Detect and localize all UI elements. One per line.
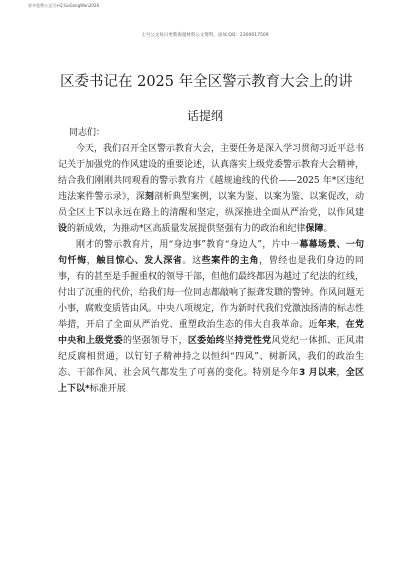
greeting: 同志们： (69, 128, 106, 138)
text-run: 的新成效，为推动*区高质量发展提供坚强有力的政治和纪律 (67, 224, 306, 234)
text-run: ，曾经也是我们身边的同事，有的甚至是手握重权的领导干部，但他们最终都因为越过了纪法的红线，付出了沉重的代价，给我们每一位同志都敲响了振聋发聩的警钟。作风问题无小事，腐败变质皆由风。中央八项规定，作为新时代我们党激浊扬清的标志性举措，开启了全面从严治党、重塑政治生态的伟大自我革命。近 (58, 256, 365, 330)
text-run: 以永远在路上的清醒和坚定，纵深推进全面从严治党，以作风建 (104, 208, 364, 218)
bold-run: 些案件的主角 (201, 256, 260, 266)
watermark-top: 更多免费公文可+Q:GuGongWen2026 (28, 3, 99, 8)
bold-run: 区委始终 (187, 336, 226, 346)
bold-run: 设 (58, 224, 68, 234)
document-body (58, 125, 364, 397)
bold-run: 全区上下以* (58, 368, 364, 394)
document-title: 区委书记在 2025 年全区警示教育大会上的讲 (60, 74, 353, 90)
paragraph-1 (58, 141, 364, 237)
bold-run: 幕幕场景、一句句忏悔 (58, 240, 364, 266)
text-run: 标准开展 (89, 384, 126, 394)
bold-run: 保障 (305, 224, 324, 234)
bold-run: 下 (95, 208, 105, 218)
text-run: 今天，我们召开全区警示教育大会，主要任务是深入学习贯彻习近平总书记关于加强党的作风建设的重要论述，认真落实上级党委警示教育大会精神，结合我们刚刚共同观看的警示教育片《越规逾线的代价——2025 年*区违纪违法案件警示录》，深 (58, 144, 365, 202)
bold-run: 持党性党 (234, 336, 272, 346)
bold-run: 在党中央和上级党委 (58, 320, 364, 346)
text-run: 。 (323, 224, 333, 234)
text-run: 的坚强领导下， (122, 336, 188, 346)
text-run: 刚才的警示教育片，用“身边事”教育“身边人”，片中一 (76, 240, 300, 250)
bold-run: 年来 (317, 320, 337, 330)
bold-run: 刻 (144, 192, 154, 202)
text-run: 。这 (182, 256, 202, 266)
bold-run: 3 月以来 (298, 368, 337, 378)
bold-run: 触目惊心、发人深省 (96, 256, 183, 266)
text-run: 坚 (225, 336, 235, 346)
text-run: ， (86, 256, 97, 266)
text-run: 风党纪一体抓、正风肃纪反腐相贯通，以钉钉子精神持之以恒纠“四风”、树新风，我们的政治生态、干部作风、社会风气都发生了可喜的变化。特别是今年 (58, 336, 364, 378)
text-run: 剖析典型案例，以案为鉴、以案为鉴、以案促改，动员全区上 (58, 192, 364, 218)
text-run: ， (336, 320, 346, 330)
text-run: ， (336, 368, 346, 378)
watermark-subtitle: 七号公文每日更新海量材料公文资料，添加 QQ：2300017509 (141, 33, 269, 38)
paragraph-2 (58, 237, 364, 397)
document-title-continuation: 话提纲 (186, 109, 223, 123)
